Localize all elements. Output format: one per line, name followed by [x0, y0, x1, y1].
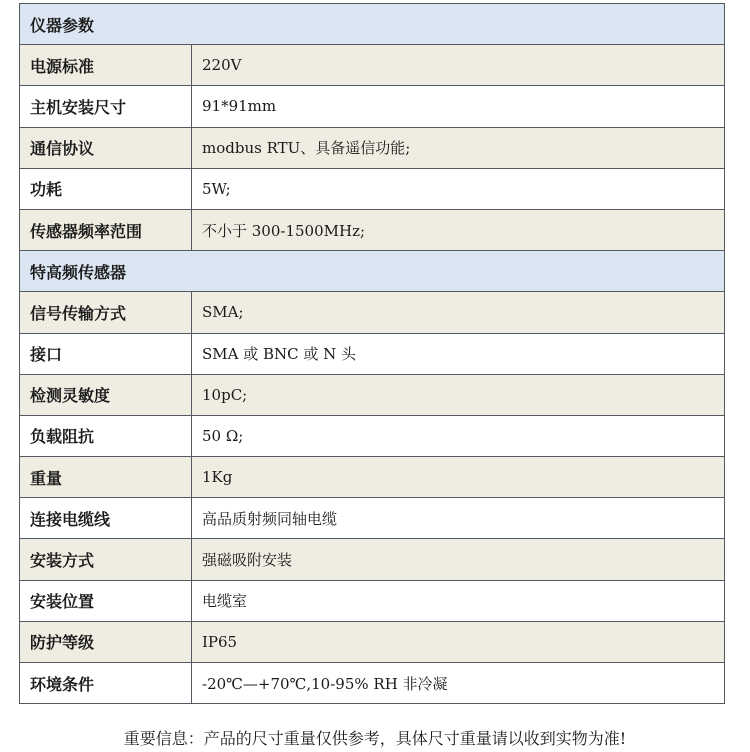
row-label: 防护等级 [20, 621, 192, 662]
table-row [20, 457, 725, 498]
row-value: SMA; [192, 292, 725, 333]
row-label: 功耗 [20, 168, 192, 209]
table-row [20, 209, 725, 250]
table-row [20, 539, 725, 580]
row-label: 主机安装尺寸 [20, 86, 192, 127]
row-value: 50 Ω; [192, 415, 725, 456]
table-row [20, 415, 725, 456]
table-row [20, 292, 725, 333]
table-row [20, 127, 725, 168]
row-value: 10pC; [192, 374, 725, 415]
row-label: 连接电缆线 [20, 498, 192, 539]
row-value: 220V [192, 45, 725, 86]
footnote: 重要信息：产品的尺寸重量仅供参考，具体尺寸重量请以收到实物为准! [123, 729, 627, 748]
row-label: 重量 [20, 457, 192, 498]
row-value: IP65 [192, 621, 725, 662]
row-label: 传感器频率范围 [20, 209, 192, 250]
table-row [20, 621, 725, 662]
row-value: 1Kg [192, 457, 725, 498]
table-row [20, 168, 725, 209]
row-label: 检测灵敏度 [20, 374, 192, 415]
row-label: 通信协议 [20, 127, 192, 168]
row-value: -20℃—+70℃,10-95% RH 非冷凝 [192, 663, 725, 704]
table-row [20, 333, 725, 374]
table-row [20, 663, 725, 704]
row-value: SMA 或 BNC 或 N 头 [192, 333, 725, 374]
table-row [20, 45, 725, 86]
row-label: 安装位置 [20, 580, 192, 621]
row-value: 电缆室 [192, 580, 725, 621]
row-value: 不小于 300-1500MHz; [192, 209, 725, 250]
row-value: modbus RTU、具备遥信功能; [192, 127, 725, 168]
row-value: 91*91mm [192, 86, 725, 127]
row-value: 强磁吸附安装 [192, 539, 725, 580]
row-label: 环境条件 [20, 663, 192, 704]
section-title: 仪器参数 [20, 4, 725, 45]
row-label: 负载阻抗 [20, 415, 192, 456]
table-row [20, 498, 725, 539]
spec-table [19, 3, 725, 704]
row-label: 安装方式 [20, 539, 192, 580]
section-title: 特高频传感器 [20, 251, 725, 292]
table-row [20, 86, 725, 127]
table-row [20, 580, 725, 621]
row-value: 高品质射频同轴电缆 [192, 498, 725, 539]
row-label: 接口 [20, 333, 192, 374]
row-label: 电源标准 [20, 45, 192, 86]
row-value: 5W; [192, 168, 725, 209]
table-row [20, 374, 725, 415]
row-label: 信号传输方式 [20, 292, 192, 333]
section-header-uhf-sensor [20, 251, 725, 292]
section-header-instrument [20, 4, 725, 45]
